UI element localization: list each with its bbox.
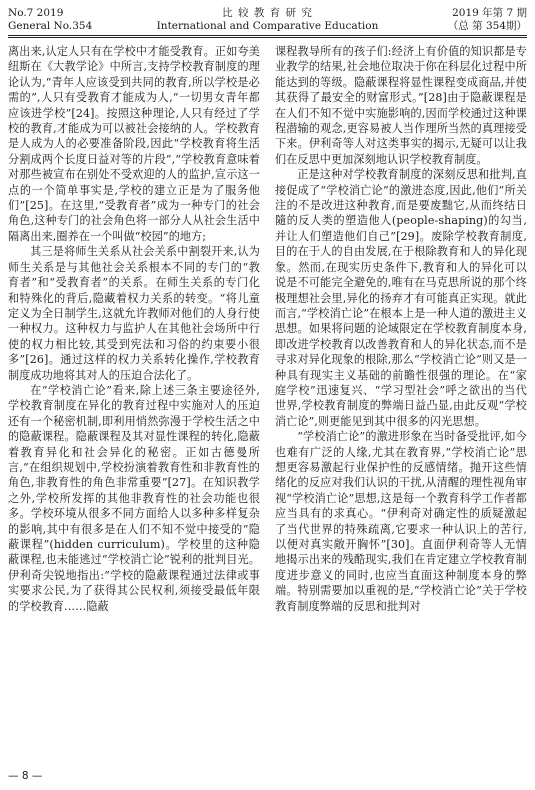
paragraph: 课程教导所有的孩子们:经济上有价值的知识都是专业教学的结果,社会地位取决于你在科层化过程中所能达到的等级。隐蔽课程将显性课程变成商品,并使其获得了最安全的财富形式。”[28]由于隐蔽课程是在人们不知不觉中实施影响的,因而学校通过这种课程潜输的观念,更容易被人当作理所当然的真理接受下来。伊利奇等人对这类事实的揭示,无疑可以让我们在反思中更加深刻地认识学校教育制度。 [275, 45, 527, 166]
header-right [448, 7, 527, 32]
header-rule-bottom [8, 37, 527, 38]
paragraph: 离出来,认定人只有在学校中才能受教育。正如夸美纽斯在《大教学论》中所言,支持学校教育制度的理论认为,“青年人应该受到共同的教育,所以学校是必需的”,人只有受教育才能成为人,“一切男女青年都应该进学校”[24]。按照这种理论,人只有经过了学校的教育,才能成为可以被社会接纳的人。学校教育是人成为人的必要准备阶段,因此“学校教育将生活分割成两个长度日益对等的片段”,“学校教育意味着对那些被宣布在别处不受欢迎的人的监护,宣示这一点的一个简单事实是,学校的建立正是为了服务他们”[25]。在这里,“受教育者”成为一种专门的社会角色,这种专门的社会角色将一部分人从社会生活中隔离出来,圈养在一个叫做“校园”的地方; [8, 45, 260, 243]
page-number: — 8 — [8, 770, 43, 782]
right-column [275, 44, 527, 756]
issue-en: No.7 2019 [8, 7, 64, 19]
paragraph: 正是这种对学校教育制度的深刻反思和批判,直接促成了“学校消亡论”的激进态度,因此,他们“所关注的不是改进这种教育,而是要废黜它,从而终结日隨的反人类的塑造他人(people-shaping)的勾当,并让人们塑造他们自己”[29]。废除学校教育制度,目的在于人的自由发展,在于根除教育和人的异化现象。然而,在现实历史条件下,教育和人的异化可以说是不可能完全避免的,唯有在马克思所说的那个终极理想社会里,异化的扬弃才有可能真正实现。就此而言,“学校消亡论”在根本上是一种人道的激进主义思想。如果将问题的论域限定在学校教育制度本身,即改进学校教育以改善教育和人的异化状态,而不是寻求对异化现象的根除,那么“学校消亡论”则又是一种具有现实主义基础的前瞻性很强的理论。在“家庭学校”迅速复兴、“学习型社会”呼之欲出的当代世界,学校教育制度的弊端日益凸显,由此反观“学校消亡论”,则更能见到其中很多的闪光思想。 [275, 168, 527, 428]
volume-en: General No.354 [8, 19, 93, 32]
left-column [8, 44, 260, 756]
issue-cn: 2019 年第 7 期 [452, 7, 527, 19]
header-rule-top [8, 35, 527, 36]
paragraph: 在“学校消亡论”看来,除上述三条主要途径外,学校教育制度在异化的教育过程中实施对人的压迫还有一个秘密机制,即利用悄然弥漫于学校生活之中的隐蔽课程。隐蔽课程及其对显性课程的转化,隐蔽着教育异化和社会异化的秘密。正如古德曼所言,“在组织规划中,学校扮演着教育性和非教育性的角色,非教育性的角色非常重要”[27]。在知识教学之外,学校所发挥的其他非教育性的社会功能也很多。学校环境从很多不同方面给人以多种多样复杂的影响,其中有很多是在人们不知不觉中接受的“隐蔽课程”(hidden curriculum)。学校里的这种隐蔽课程,也未能逃过“学校消亡论”锐利的批判目光。伊利奇尖锐地指出:“学校的隐蔽课程通过法律或事实要求公民,为了获得其公民权利,须接受最低年限的学校教育……隐蔽 [8, 383, 260, 613]
volume-cn: （总 第 354期） [447, 19, 527, 32]
paragraph: “学校消亡论”的激进形象在当时备受批评,如今也难有广泛的人缘,尤其在教育界,“学校消亡论”思想更容易激起行业保护性的反感情绪。抛开这些情绪化的反应对我们认识的干扰,从清醒的理性视角审视“学校消亡论”思想,这是每一个教育科学工作者都应当具有的求真心。“伊利奇对确定性的质疑激起了当代世界的特殊疏离,它要求一种认识上的苦行,以便对真实敞开胸怀”[30]。直面伊利奇等人无情地揭示出来的残酷现实,我们在肯定建立学校教育制度进步意义的同时,也应当直面这种制度本身的弊端。特别需要加以重视的是,“学校消亡论”关于学校教育制度弊端的反思和批判对 [275, 430, 527, 613]
journal-title-en: International and Comparative Education [156, 19, 379, 32]
journal-title-cn: 比 较 教 育 研 究 [222, 7, 313, 19]
paragraph: 其三是将师生关系从社会关系中割裂开来,认为师生关系是与其他社会关系根本不同的专门的“教育者”和“受教育者”的关系。在师生关系的专门化和特殊化的背后,隐藏着权力关系的转变。“将儿童定义为全日制学生,这就允许教师对他们的人身行使一种权力。这种权力与监护人在其他社会场所中行使的权力相比较,其受到宪法和习俗的约束要小很多”[26]。通过这样的权力关系转化操作,学校教育制度成功地将其对人的压迫合法化了。 [8, 245, 260, 382]
